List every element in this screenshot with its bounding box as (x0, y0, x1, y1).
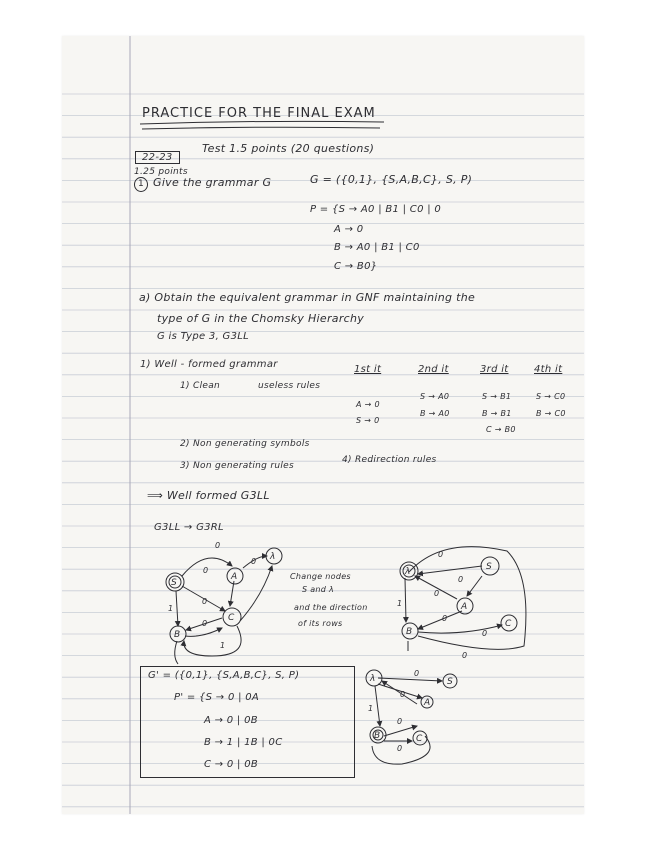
edge-label: 1 (168, 604, 174, 613)
iteration-header-3: 3rd it (480, 364, 509, 375)
bottom-automaton (372, 678, 442, 764)
step-well-formed: 1) Well - formed grammar (140, 359, 278, 370)
result-grammar: G' = ({0,1}, {S,A,B,C}, S, P) (148, 670, 300, 681)
iteration-header-4: 4th it (534, 364, 563, 375)
note-line4: of its rows (298, 619, 343, 628)
iteration-2-row-1: S → A0 (420, 392, 450, 401)
right-label-lambda: λ (405, 567, 411, 577)
note-line3: and the direction (294, 603, 368, 612)
result-rule-c: C → 0 | 0B (204, 759, 259, 770)
grammar-definition: G = ({0,1}, {S,A,B,C}, S, P) (310, 173, 473, 186)
edge-label: 0 (482, 629, 488, 638)
left-label-s: S (171, 578, 177, 588)
edge-label: 0 (202, 619, 208, 628)
iteration-4-row-2: B → C0 (536, 409, 566, 418)
part-a-line3: G is Type 3, G3LL (157, 331, 250, 342)
right-automaton (405, 547, 526, 651)
edge-label: 0 (438, 550, 444, 559)
iteration-4-row-1: S → C0 (536, 392, 566, 401)
edge-label: 0 (202, 597, 208, 606)
edge-label: 1 (220, 641, 226, 650)
notebook-page (62, 36, 584, 814)
result-rule-s: P' = {S → 0 | 0A (174, 692, 260, 703)
left-label-a: A (231, 572, 238, 582)
edge-label: 0 (397, 744, 403, 753)
iteration-header-2: 2nd it (418, 364, 449, 375)
edge-label: 0 (462, 651, 468, 660)
question-number: 1 (134, 177, 148, 192)
left-label-b: B (174, 630, 181, 640)
question-text: Give the grammar G (153, 176, 272, 189)
right-label-b: B (406, 627, 413, 637)
iteration-header-1: 1st it (354, 364, 382, 375)
production-b: B → A0 | B1 | C0 (334, 242, 420, 253)
edge-label: 0 (400, 690, 406, 699)
iteration-3-row-3: C → B0 (486, 425, 516, 434)
edge-label: 0 (251, 557, 257, 566)
edge-label: 1 (397, 599, 403, 608)
iteration-2-row-2: B → A0 (420, 409, 450, 418)
bottom-label-a: A (424, 698, 431, 708)
test-header: Test 1.5 points (20 questions) (202, 142, 375, 155)
right-label-s: S (486, 562, 492, 572)
part-a-line2: type of G in the Chomsky Hierarchy (157, 312, 365, 325)
result-rule-b: B → 1 | 1B | 0C (204, 737, 283, 748)
step-useless: useless rules (258, 381, 321, 391)
edge-label: 0 (442, 614, 448, 623)
step-non-reachable: 3) Non generating rules (180, 461, 294, 471)
step-non-generating: 2) Non generating symbols (180, 439, 310, 449)
edge-label: 1 (368, 704, 374, 713)
step-clean: 1) Clean (180, 381, 221, 391)
bottom-label-c: C (416, 734, 423, 744)
right-label-c: C (505, 619, 512, 629)
edge-label: 0 (414, 669, 420, 678)
edge-label: 0 (434, 589, 440, 598)
year-badge: 22-23 (135, 151, 180, 164)
edge-label: 0 (203, 566, 209, 575)
edge-label: 0 (215, 541, 221, 550)
note-line1: Change nodes (290, 572, 351, 581)
iteration-3-row-2: B → B1 (482, 409, 512, 418)
left-label-c: C (228, 613, 235, 623)
production-p: P = {S → A0 | B1 | C0 | 0 (310, 204, 442, 215)
result-rule-a: A → 0 | 0B (204, 715, 258, 726)
left-label-lambda: λ (270, 552, 276, 562)
iteration-1-row-2: S → 0 (356, 416, 380, 425)
edge-label: 0 (458, 575, 464, 584)
note-line2: S and λ (302, 585, 335, 594)
well-formed-result: ⟹ Well formed G3LL (147, 489, 270, 502)
production-c: C → B0} (334, 261, 378, 272)
bottom-label-lambda: λ (370, 674, 376, 684)
bottom-label-b: B (374, 731, 381, 741)
points-label: 1.25 points (134, 167, 188, 177)
edge-label: 0 (397, 717, 403, 726)
iteration-3-row-1: S → B1 (482, 392, 512, 401)
part-a-line1: a) Obtain the equivalent grammar in GNF maintaining the (139, 291, 476, 304)
production-a: A → 0 (334, 224, 364, 235)
iteration-1-row-1: A → 0 (356, 400, 380, 409)
bottom-label-s: S (447, 677, 453, 687)
automata-diagrams (62, 36, 584, 814)
step-redirection: 4) Redirection rules (342, 455, 437, 465)
page-title: PRACTICE FOR THE FINAL EXAM (142, 106, 376, 121)
conversion-label: G3LL → G3RL (154, 522, 224, 533)
right-label-a: A (461, 602, 468, 612)
